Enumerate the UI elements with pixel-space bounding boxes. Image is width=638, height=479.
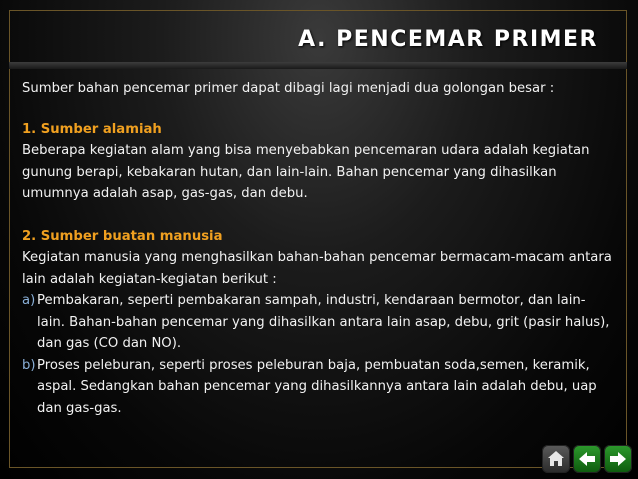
next-slide-button[interactable] (604, 445, 632, 473)
previous-slide-button[interactable] (573, 445, 601, 473)
arrow-right-icon (608, 449, 628, 469)
list-marker: b) (22, 357, 36, 373)
list-item-text: Pembakaran, seperti pembakaran sampah, industri, kendaraan bermotor, dan lain-lain. Bahan-bahan pencemar yang dihasilkan antara lain asap, debu, grit (pasir halus), dan gas (CO dan NO). (37, 293, 610, 351)
list-marker: a) (22, 293, 36, 308)
list-item (22, 355, 612, 420)
section-text-human: Kegiatan manusia yang menghasilkan bahan-bahan pencemar bermacam-macam antara lain adalah kegiatan-kegiatan berikut : (22, 250, 612, 287)
home-button[interactable] (542, 445, 570, 473)
home-icon (546, 449, 566, 469)
section-heading-human: 2. Sumber buatan manusia (22, 228, 223, 244)
title-divider (9, 62, 627, 69)
list-item-text: Proses peleburan, seperti proses peleburan baja, pembuatan soda,semen, keramik, aspal. Sedangkan bahan pencemar yang dihasilkannya antara lain adalah debu, uap dan gas-gas. (37, 357, 597, 416)
slide-body (22, 72, 612, 419)
slide-title: A. PENCEMAR PRIMER (298, 27, 598, 52)
section-text-natural: Beberapa kegiatan alam yang bisa menyebabkan pencemaran udara adalah kegiatan gunung berapi, kebakaran hutan, dan lain-lain. Bahan pencemar yang dihasilkan umumnya adalah asap, gas-gas, dan debu. (22, 143, 590, 201)
navigation-buttons (542, 445, 632, 473)
intro-text: Sumber bahan pencemar primer dapat dibagi lagi menjadi dua golongan besar : (22, 81, 555, 96)
arrow-left-icon (577, 449, 597, 469)
list-item (22, 290, 612, 355)
section-heading-natural: 1. Sumber alamiah (22, 121, 162, 137)
